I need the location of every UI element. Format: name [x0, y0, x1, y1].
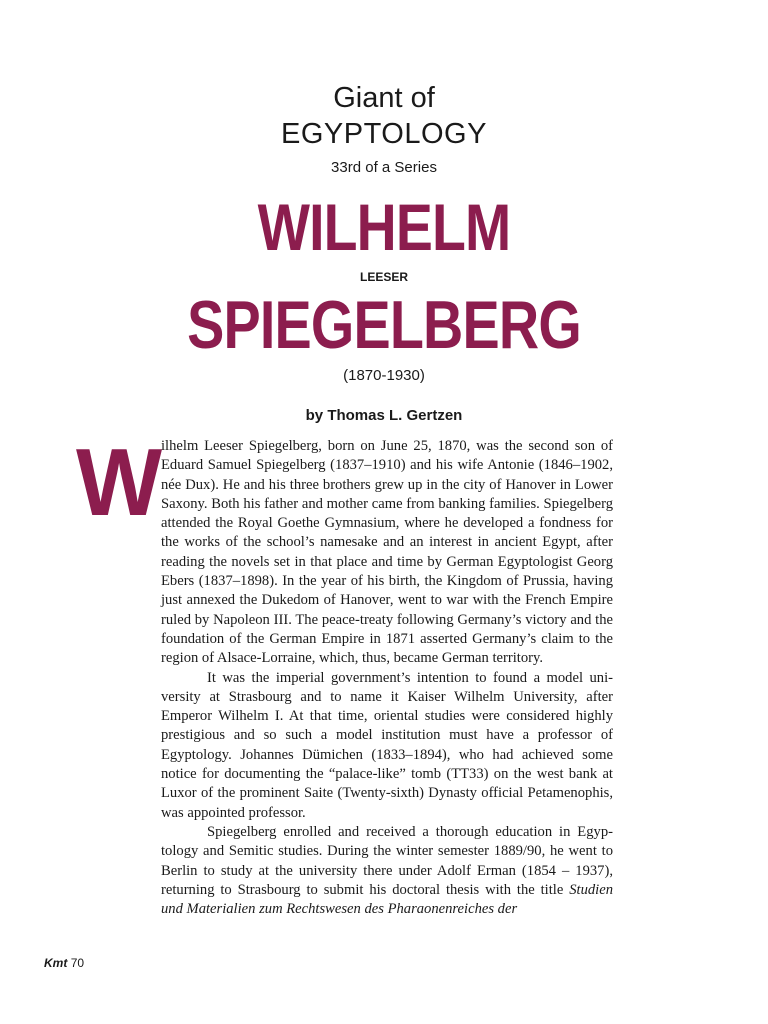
- page-folio: [44, 955, 84, 971]
- kicker-giant-of: Giant of: [333, 82, 435, 114]
- page-number: 70: [70, 956, 85, 970]
- article-body: [161, 437, 613, 919]
- paragraph-3: [161, 823, 613, 919]
- thesis-title: Studien und Materialien zum Rechtswesen des Pharaonenreiches der: [161, 881, 613, 918]
- drop-cap: W: [76, 429, 163, 536]
- title-first-name: WILHELM: [257, 190, 511, 264]
- magazine-name: Kmt: [44, 956, 68, 970]
- author-byline: by Thomas L. Gertzen: [305, 407, 463, 424]
- title-middle-name: LEESER: [359, 270, 408, 284]
- title-last-name: SPIEGELBERG: [187, 287, 581, 363]
- life-dates: (1870-1930): [343, 367, 425, 384]
- kicker-egyptology: EGYPTOLOGY: [281, 118, 487, 150]
- series-label: 33rd of a Series: [331, 159, 437, 176]
- paragraph-2: It was the imperial government’s intention to found a model university at Strasbourg and to name it Kaiser Wilhelm University, after Emperor Wilhelm I. At that time, oriental studies were considered highly prestigious and so such a model institution must have a professor of Egyptology. Johannes Dümichen (1833–1894), who had achieved some notice for documenting the “palace-like” tomb (TT33) on the west bank at Luxor of the prominent Saite (Twenty-sixth) Dynasty official Petamenophis, was appointed professor.: [161, 669, 613, 821]
- paragraph-3-text: Spiegelberg enrolled and received a thorough education in Egyptology and Semitic studies. During the winter semester 1889/90, he went to Berlin to study at the university there under Adolf Erman (1854 – 1937), returning to Strasbourg to submit his doctoral thesis with the title: [161, 823, 613, 898]
- paragraph-1: ilhelm Leeser Spiegelberg, born on June 25, 1870, was the second son of Eduard Samuel Spiegelberg (1837–1910) and his wife Antonie (1846–1902, née Dux). He and his three brothers grew up in the city of Hanover in Lower Saxony. Both his father and mother came from banking families. Spiegelberg attended the Royal Goethe Gymnasium, where he developed a fondness for the works of the school’s namesake and an interest in ancient Egypt, after reading the novels set in that place and time by German Egyptologist Georg Ebers (1837–1898). In the year of his birth, the Kingdom of Prussia, having just annexed the Dukedom of Hanover, went to war with the French Empire ruled by Napoleon III. The peace-treaty following Germany’s victory and the foundation of the German Empire in 1871 asserted Germany’s claim to the region of Alsace-Lorraine, which, thus, became German territory.: [161, 438, 613, 667]
